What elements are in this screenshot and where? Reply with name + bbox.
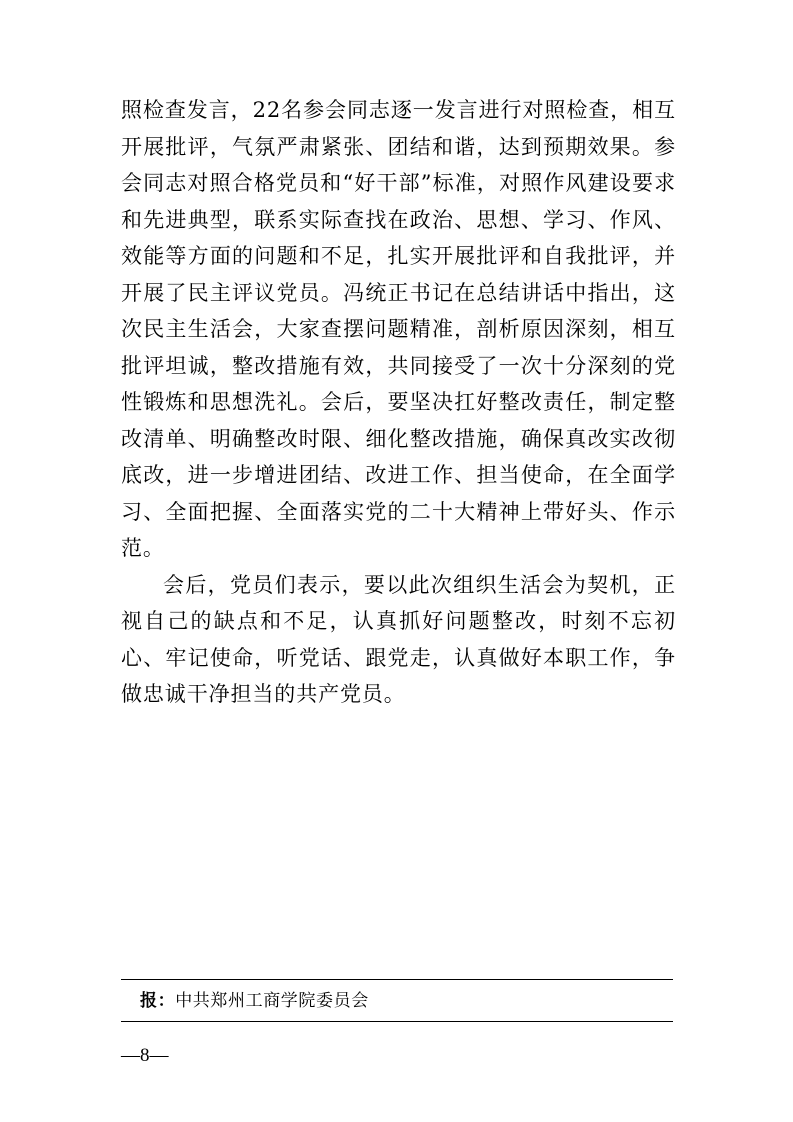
document-body [121, 92, 676, 713]
page-number: —8— [121, 1045, 169, 1066]
report-line [140, 988, 369, 1014]
footer-bottom-rule [121, 1021, 673, 1022]
report-recipient: 中共郑州工商学院委员会 [175, 991, 369, 1011]
body-paragraph-2: 会后，党员们表示，要以此次组织生活会为契机，正视自己的缺点和不足，认真抓好问题整改，时刻不忘初心、牢记使命，听党话、跟党走，认真做好本职工作，争做忠诚干净担当的共产党员。 [121, 572, 676, 706]
footer-top-rule [121, 979, 673, 980]
report-label: 报： [140, 991, 176, 1011]
body-paragraph-1: 照检查发言，22名参会同志逐一发言进行对照检查，相互开展批评，气氛严肃紧张、团结和谐，达到预期效果。参会同志对照合格党员和“好干部”标准，对照作风建设要求和先进典型，联系实际查找在政治、思想、学习、作风、效能等方面的问题和不足，扎实开展批评和自我批评，并开展了民主评议党员。冯统正书记在总结讲话中指出，这次民主生活会，大家查摆问题精准，剖析原因深刻，相互批评坦诚，整改措施有效，共同接受了一次十分深刻的党性锻炼和思想洗礼。会后，要坚决扛好整改责任，制定整改清单、明确整改时限、细化整改措施，确保真改实改彻底改，进一步增进团结、改进工作、担当使命，在全面学习、全面把握、全面落实党的二十大精神上带好头、作示范。 [121, 98, 676, 560]
